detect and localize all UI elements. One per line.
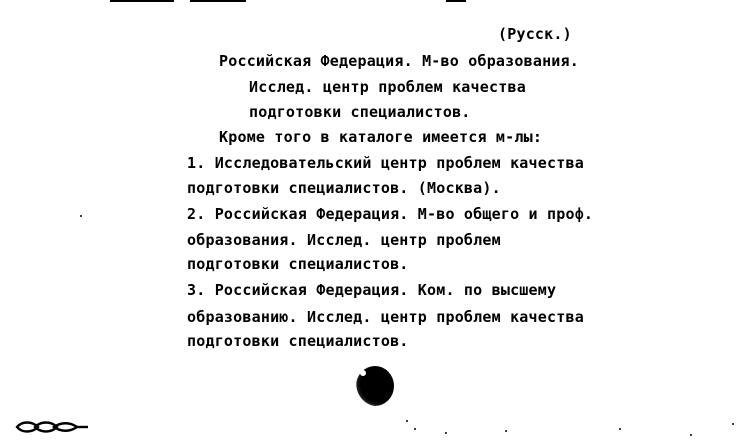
- ink-blot-highlight: [360, 370, 366, 376]
- top-border-segment-right: [446, 0, 466, 2]
- scan-speck: [732, 423, 734, 425]
- entry-3-line-3: подготовки специалистов.: [187, 332, 409, 350]
- scan-speck: [445, 432, 447, 434]
- scan-speck: [505, 430, 507, 432]
- scan-speck: [619, 428, 621, 430]
- card-line-1: Российская Федерация. М-во образования.: [219, 52, 579, 70]
- scan-speck: [80, 215, 82, 217]
- entry-2-line-2: образования. Исслед. центр проблем: [187, 231, 501, 249]
- entry-2-line-1: 2. Российская Федерация. М-во общего и проф.: [187, 205, 594, 223]
- entry-1-line-2: подготовки специалистов. (Москва).: [187, 179, 501, 197]
- language-label: (Русск.): [498, 25, 572, 43]
- card-line-4: Кроме того в каталоге имеется м-лы:: [219, 128, 543, 146]
- top-border-segment-middle: [190, 0, 246, 2]
- top-border-segment-left: [110, 0, 174, 2]
- entry-3-line-1: 3. Российская Федерация. Ком. по высшему: [187, 281, 557, 299]
- entry-3-line-2: образованию. Исслед. центр проблем качества: [187, 308, 584, 326]
- scan-speck: [414, 428, 416, 430]
- scan-speck: [406, 420, 408, 422]
- card-line-2: Исслед. центр проблем качества: [249, 78, 526, 96]
- card-line-3: подготовки специалистов.: [249, 103, 471, 121]
- entry-1-line-1: 1. Исследовательский центр проблем качества: [187, 154, 584, 172]
- scan-speck: [690, 434, 692, 436]
- entry-2-line-3: подготовки специалистов.: [187, 255, 409, 273]
- ornament-icon: [14, 420, 90, 434]
